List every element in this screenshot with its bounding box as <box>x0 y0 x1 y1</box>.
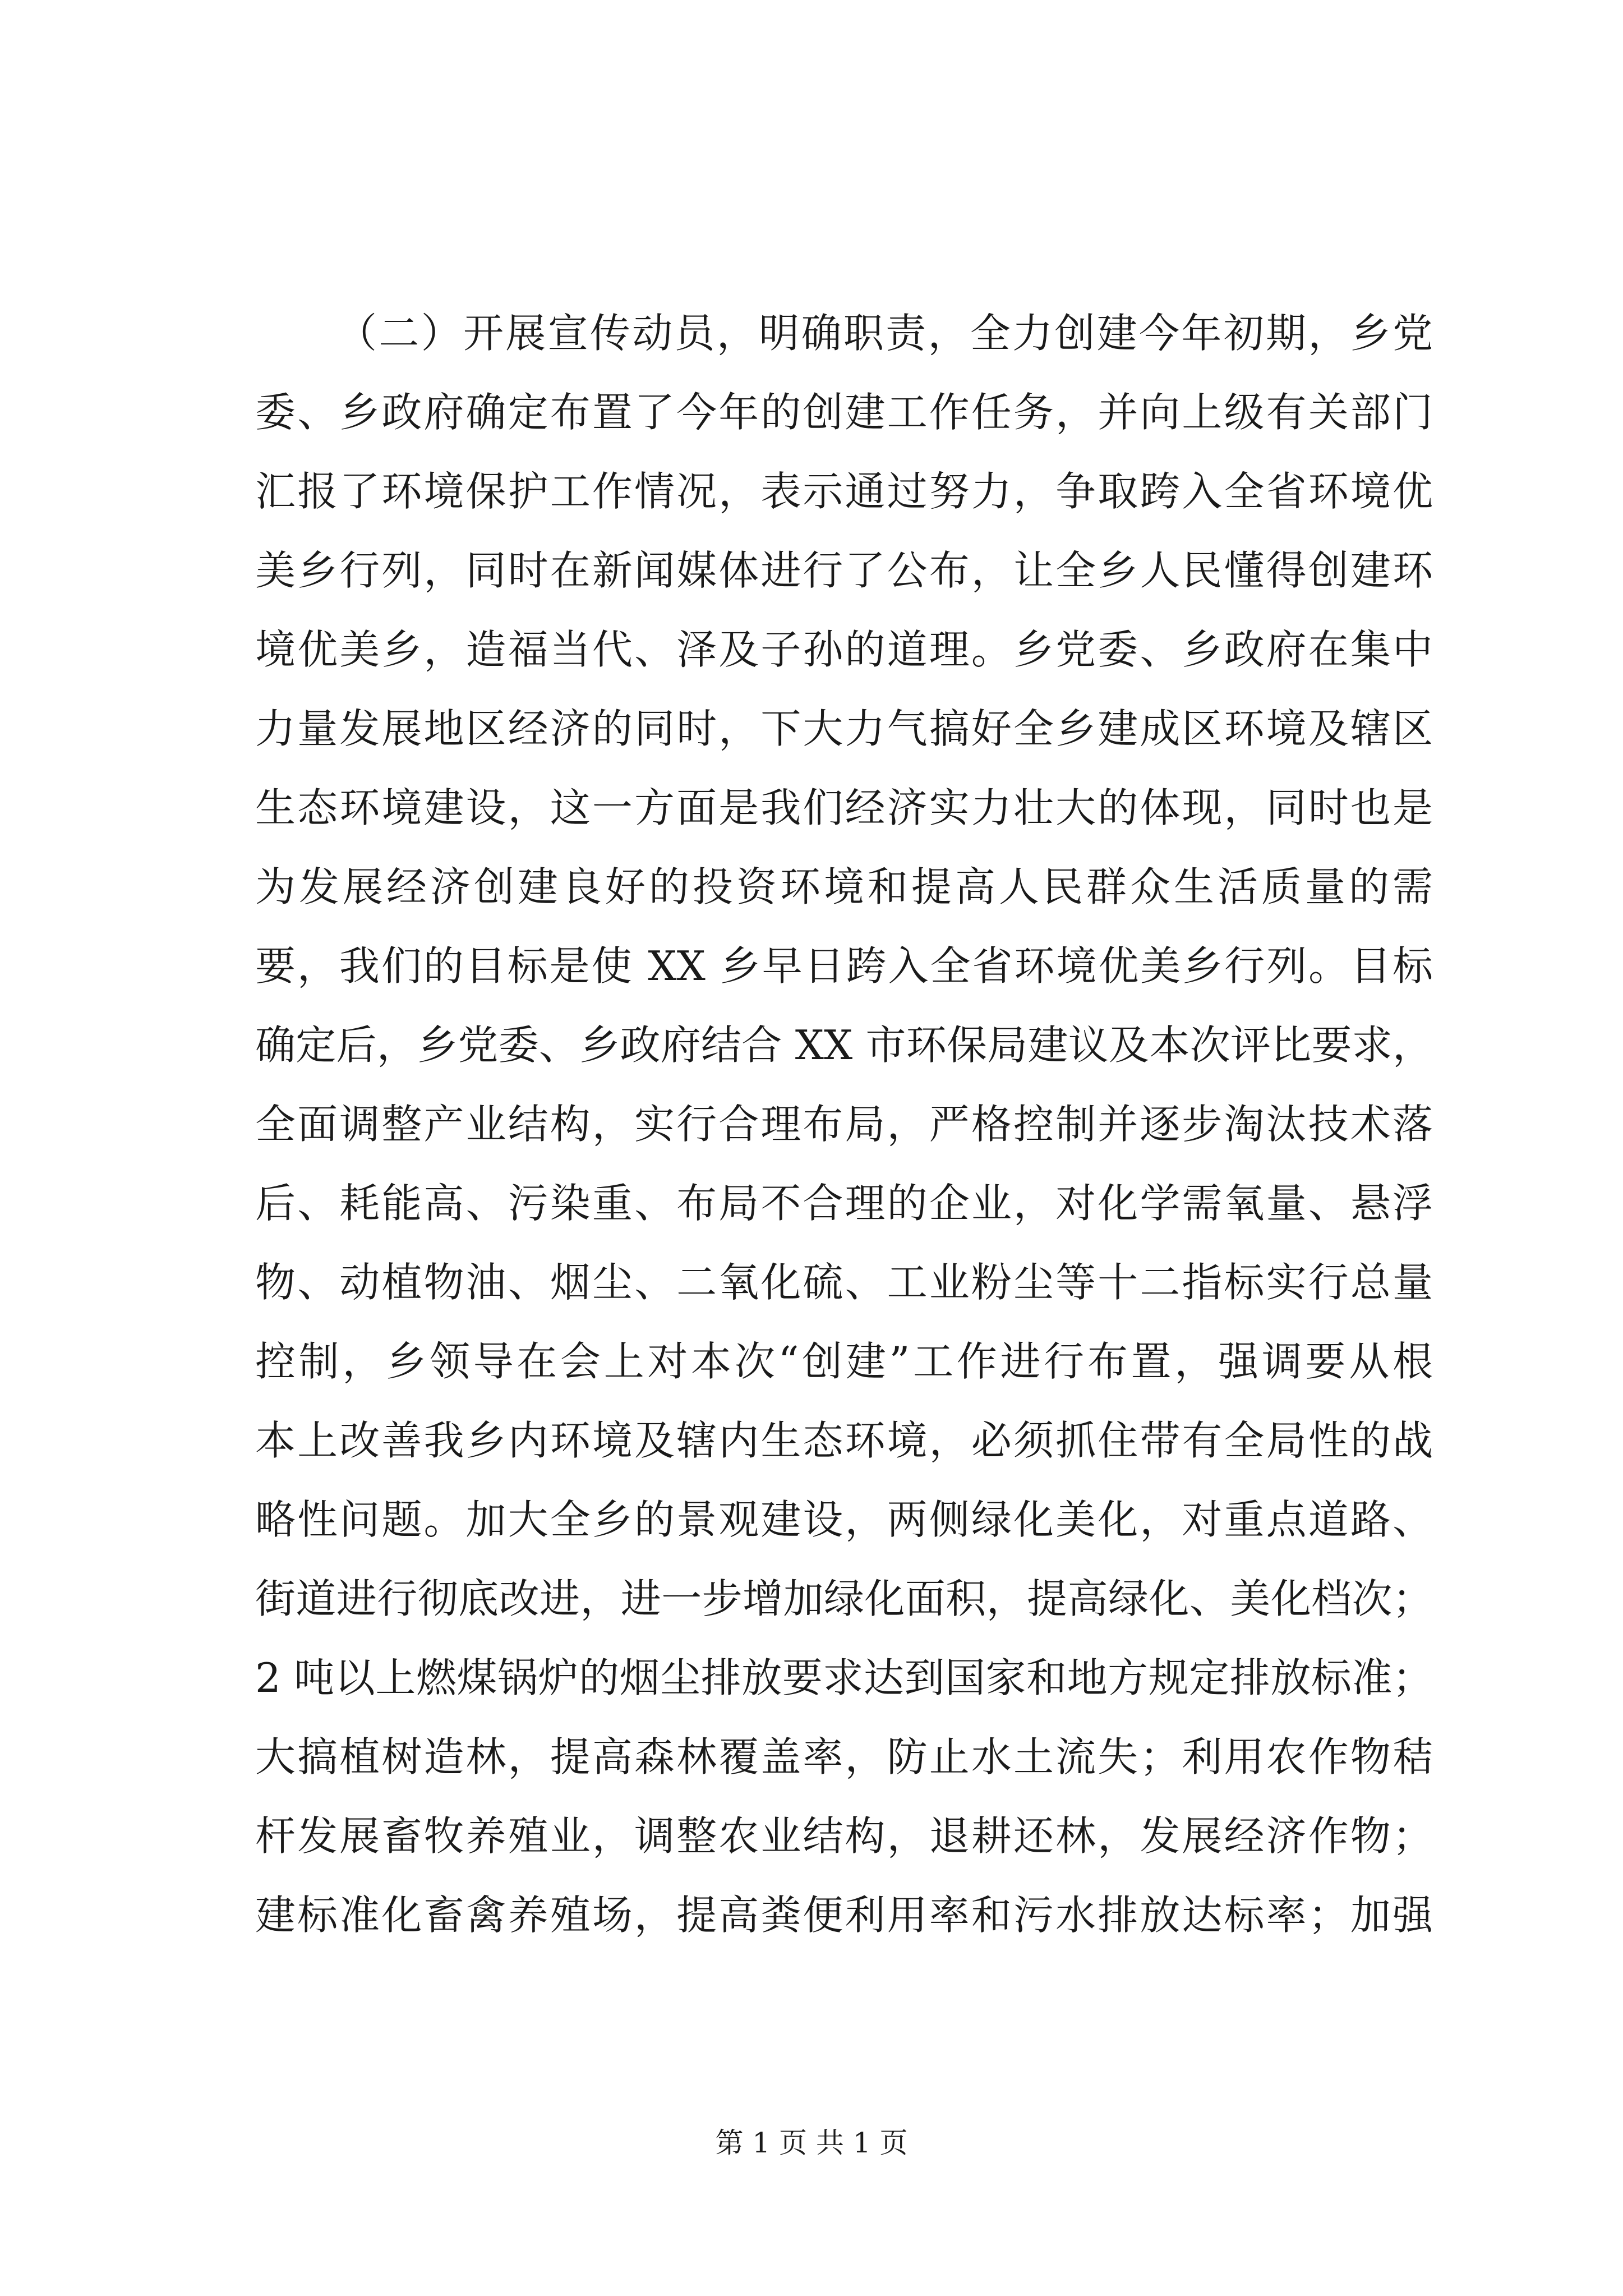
text-line: 委、乡政府确定布置了今年的创建工作任务，并向上级有关部门 <box>255 389 1433 436</box>
text-line: 确定后，乡党委、乡政府结合 XX 市环保局建议及本次评比要求， <box>255 1022 1433 1069</box>
text-line: 物、动植物油、烟尘、二氧化硫、工业粉尘等十二指标实行总量 <box>255 1259 1433 1306</box>
text-line: 汇报了环境保护工作情况，表示通过努力，争取跨入全省环境优 <box>255 468 1433 515</box>
text-line: 生态环境建设，这一方面是我们经济实力壮大的体现，同时也是 <box>255 784 1433 831</box>
text-line: 后、耗能高、污染重、布局不合理的企业，对化学需氧量、悬浮 <box>255 1180 1433 1227</box>
text-line: 控制，乡领导在会上对本次“创建”工作进行布置，强调要从根 <box>255 1338 1433 1385</box>
text-line: 为发展经济创建良好的投资环境和提高人民群众生活质量的需 <box>255 863 1433 910</box>
text-line: 美乡行列，同时在新闻媒体进行了公布，让全乡人民懂得创建环 <box>255 547 1433 594</box>
text-line: 杆发展畜牧养殖业，调整农业结构，退耕还林，发展经济作物； <box>255 1812 1433 1860</box>
text-line: 境优美乡，造福当代、泽及子孙的道理。乡党委、乡政府在集中 <box>255 626 1433 673</box>
text-line: 略性问题。加大全乡的景观建设，两侧绿化美化，对重点道路、 <box>255 1496 1433 1543</box>
text-line: 全面调整产业结构，实行合理布局，严格控制并逐步淘汰技术落 <box>255 1101 1433 1148</box>
text-line: （二）开展宣传动员，明确职责，全力创建今年初期，乡党 <box>336 310 1433 357</box>
text-line: 2 吨以上燃煤锅炉的烟尘排放要求达到国家和地方规定排放标准； <box>255 1654 1433 1701</box>
text-line: 大搞植树造林，提高森林覆盖率，防止水土流失；利用农作物秸 <box>255 1733 1433 1780</box>
page-footer: 第 1 页 共 1 页 <box>715 2127 908 2159</box>
text-line: 要，我们的目标是使 XX 乡早日跨入全省环境优美乡行列。目标 <box>255 942 1433 990</box>
body-paragraph <box>255 294 1433 1955</box>
text-line: 力量发展地区经济的同时，下大力气搞好全乡建成区环境及辖区 <box>255 705 1433 752</box>
text-line: 本上改善我乡内环境及辖内生态环境，必须抓住带有全局性的战 <box>255 1417 1433 1464</box>
text-line: 街道进行彻底改进，进一步增加绿化面积，提高绿化、美化档次； <box>255 1575 1433 1622</box>
text-line: 建标准化畜禽养殖场，提高粪便利用率和污水排放达标率；加强 <box>255 1892 1433 1939</box>
